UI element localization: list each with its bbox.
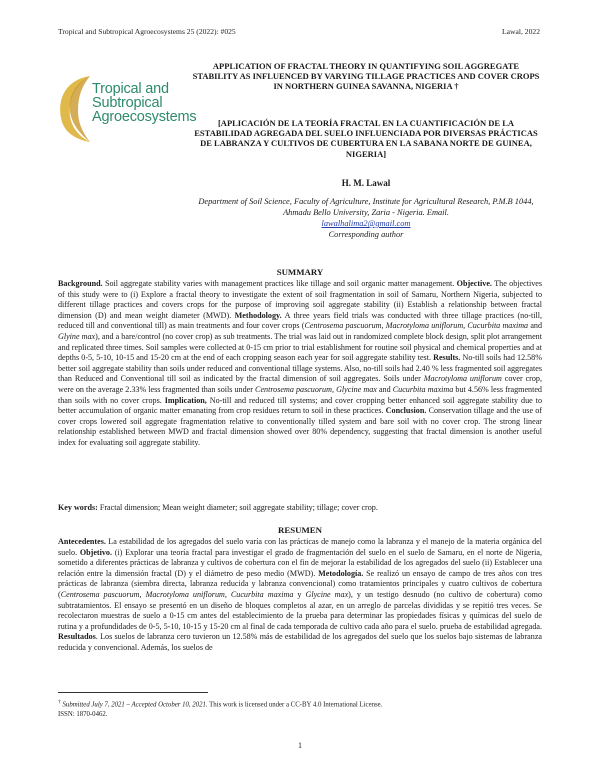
running-header-journal: Tropical and Subtropical Agroecosystems 25 (2022): #025 (58, 27, 236, 36)
affiliation-text: Department of Soil Science, Faculty of Agriculture, Institute for Agricultural Research, P.M.B 1044, Ahmadu Bello University, Zaria - Nigeria. Email. (198, 197, 534, 217)
author-affiliation (190, 196, 542, 240)
keywords: Key words: Fractal dimension; Mean weight diameter; soil aggregate stability; tillage; cover crop. (58, 503, 378, 512)
email-link[interactable]: lawalhalima2@gmail.com (321, 219, 411, 228)
footnote-divider (58, 692, 208, 693)
summary-heading: SUMMARY (276, 267, 324, 277)
logo-wordmark (92, 82, 196, 124)
logo-line-3: Agroecosystems (92, 109, 197, 125)
logo-swoosh-icon (54, 72, 94, 144)
journal-logo (54, 72, 197, 144)
author-name: H. M. Lawal (341, 178, 391, 188)
footnote: † Submitted July 7, 2021 – Accepted October 10, 2021. This work is licensed under a CC-BY 4.0 International License. ISSN: 1870-0462. (58, 698, 542, 719)
resumen-abstract: Antecedentes. La estabilidad de los agregados del suelo varía con las prácticas de manejo como la labranza y el manejo de la materia orgánica del suelo. Objetivo. (i) Explorar una teoría fractal para investigar el grado de fragmentación del suelo en el suelo de Samaru, en el norte de Nigeria, sometido a diferentes prácticas de labranza y cultivos de cobertura con el fin de mejorar la estabilidad de los agregados del suelo (ii) Establecer una relación entre la dimensión fractal (D) y el diámetro de peso medio (MWD). Metodología. Se realizó un ensayo de campo de tres años con tres prácticas de labranza (siembra directa, labranza reducida y labranza convencional) como tratamientos principales y cuatro cultivos de cobertura (Centrosema pascuorum, Macrotyloma uniflorum, Cucurbita maxima y Glycine max), y un testigo desnudo (no cultivo de cobertura) como subtratamientos. El ensayo se presentó en un diseño de bloques completos al azar, en un arreglo de parcelas divididas y se repitió tres veces. Se recolectaron muestras de suelo a 0-15 cm antes del establecimiento de la prueba para determinar las propiedades físicas y químicas del suelo de rutina y a profundidades de 0-5, 5-10, 10-15 y 15-20 cm al final de cada temporada de cultivo cada año para el suelo. prueba de estabilidad agregada. Resultados. Los suelos de labranza cero tuvieron un 12.58% más de estabilidad de los agregados del suelo que los suelos bajo sistemas de labranza reducida y convencional. Además, los suelos de (58, 537, 543, 652)
summary-abstract: Background. Soil aggregate stability varies with management practices like tillage and soil organic matter management. Objective. The objectives of this study were to (i) Explore a fractal theory to investigate the extent of soil fragmentation in soil of Samaru, Northern Nigeria, subjected to different tillage practices and covers crops for the purpose of improving soil aggregate stability (ii) Establish a relationship between fractal dimension (D) and mean weight diameter (MWD). Methodology. A three years field trials was conducted with three tillage practices (no-till, reduced till and conventional till) as main treatments and four cover crops (Centrosema pascuorum, Macrotyloma uniflorum, Cucurbita maxima and Glyine max), and a bare/control (no cover crop) as sub treatments. The trial was laid out in randomized complete block design, split plot arrangement and replicated three times. Soil samples were collected at 0-15 cm prior to trial establishment for routine soil physical and chemical properties and at depths 0-5, 5-10, 10-15 and 15-20 cm at the end of each cropping season each year for soil aggregate stability test. Results. No-till soils had 12.58% better soil aggregate stability than soils under reduced and conventional tillage systems. Also, no-till soils had 2.40 % less fragmented soil aggregates than Reduced and Conventional till soil as indicated by the fractal dimension of soil aggregates. Soils under Macrotyloma uniflorum cover crop, were on the average 2.33% less fragmented than soils under Centrosema pascuorum, Glycine max and Cucurbita maxima but 4.56% less fragmented than soils with no cover crops. Implication, No-till and reduced till systems; and cover cropping better enhanced soil aggregate stability due to better accumulation of organic matter emanating from crop residues return to soil in these practices. Conclusion. Conservation tillage and the use of cover crops lowered soil aggregate fragmentation relative to conventionally tilled system and bare soil with no cover crop. The strong linear relationship established between MWD and fractal dimension showed over 80% dependency, suggesting that fractal dimension is another useful index for evaluating soil aggregate stability. (58, 279, 543, 447)
title-spanish: [APLICACIÓN DE LA TEORÍA FRACTAL EN LA CUANTIFICACIÓN DE LA ESTABILIDAD AGREGADA DEL SUELO INFLUENCIADA POR DIVERSAS PRÁCTICAS DE LABRANZA Y CULTIVOS DE CUBERTURA EN LA SABANA NORTE DE GUINEA, NIGERIA] (194, 118, 538, 159)
logo-line-2: Subtropical (92, 95, 163, 111)
resumen-heading: RESUMEN (278, 525, 322, 535)
corresponding-author-note: Corresponding author (328, 230, 404, 239)
page-number: 1 (298, 741, 302, 750)
logo-line-1: Tropical and (92, 81, 169, 97)
issn: ISSN: 1870-0462. (58, 710, 108, 718)
title-english: APPLICATION OF FRACTAL THEORY IN QUANTIFYING SOIL AGGREGATE STABILITY AS INFLUENCED BY VARYING TILLAGE PRACTICES AND COVER CROPS IN NORTHERN GUINEA SAVANNA, NIGERIA † (192, 61, 540, 92)
running-header-author: Lawal, 2022 (502, 27, 540, 36)
